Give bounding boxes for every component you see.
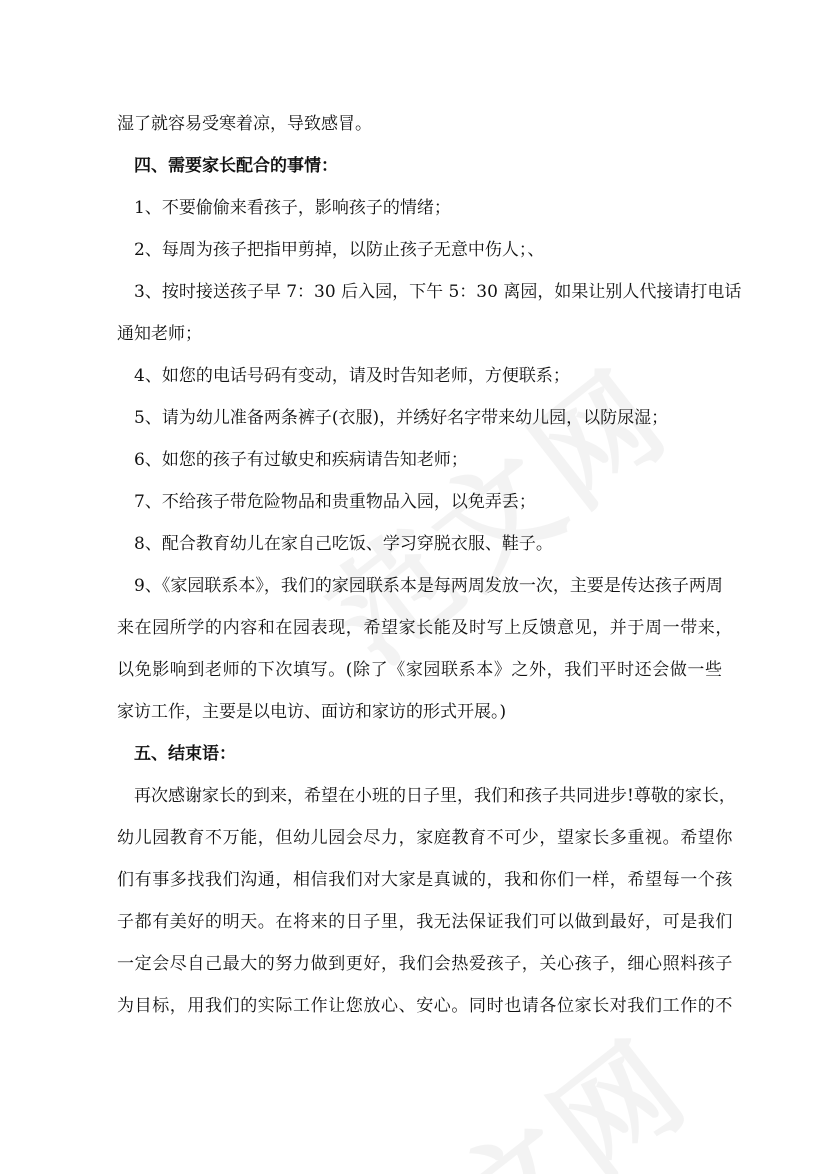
list-item-1: 1、不要偷偷来看孩子，影响孩子的情绪； (134, 198, 451, 218)
closing-paragraph-line-2: 幼儿园教育不万能，但幼儿园会尽力，家庭教育不可少，望家长多重视。希望你 (117, 828, 733, 848)
list-item-3-line-2: 通知老师； (117, 324, 202, 344)
list-item-9-line-4: 家访工作，主要是以电访、面访和家访的形式开展。) (117, 702, 507, 722)
text-line: 湿了就容易受寒着凉，导致感冒。 (117, 114, 372, 134)
list-item-3-line-1: 3、按时接送孩子早 7：30 后入园，下午 5：30 离园，如果让别人代接请打电话 (134, 282, 742, 302)
list-item-6: 6、如您的孩子有过敏史和疾病请告知老师； (134, 450, 468, 470)
list-item-9-line-3: 以免影响到老师的下次填写。(除了《家园联系本》之外，我们平时还会做一些 (117, 660, 723, 680)
closing-paragraph-line-1: 再次感谢家长的到来，希望在小班的日子里，我们和孩子共同进步!尊敬的家长， (134, 786, 736, 806)
section-heading-4: 四、需要家长配合的事情： (134, 156, 338, 176)
closing-paragraph-line-5: 一定会尽自己最大的努力做到更好，我们会热爱孩子，关心孩子，细心照料孩子 (117, 954, 733, 974)
list-item-8: 8、配合教育幼儿在家自己吃饭、学习穿脱衣服、鞋子。 (134, 534, 553, 554)
list-item-5: 5、请为幼儿准备两条裤子(衣服)，并绣好名字带来幼儿园，以防尿湿； (134, 408, 669, 428)
list-item-9-line-1: 9、《家园联系本》，我们的家园联系本是每两周发放一次，主要是传达孩子两周 (134, 576, 723, 596)
section-heading-5: 五、结束语： (134, 744, 236, 764)
document-body (117, 108, 742, 1032)
closing-paragraph-line-3: 们有事多找我们沟通，相信我们对大家是真诚的，我和你们一样，希望每一个孩 (117, 870, 733, 890)
list-item-7: 7、不给孩子带危险物品和贵重物品入园，以免弄丢； (134, 492, 536, 512)
closing-paragraph-line-4: 子都有美好的明天。在将来的日子里，我无法保证我们可以做到最好，可是我们 (117, 912, 733, 932)
list-item-9-line-2: 来在园所学的内容和在园表现，希望家长能及时写上反馈意见，并于周一带来， (117, 618, 733, 638)
closing-paragraph-line-6: 为目标，用我们的实际工作让您放心、安心。同时也请各位家长对我们工作的不 (117, 996, 733, 1016)
list-item-2: 2、每周为孩子把指甲剪掉，以防止孩子无意中伤人；、 (134, 240, 545, 260)
list-item-4: 4、如您的电话号码有变动，请及时告知老师，方便联系； (134, 366, 570, 386)
